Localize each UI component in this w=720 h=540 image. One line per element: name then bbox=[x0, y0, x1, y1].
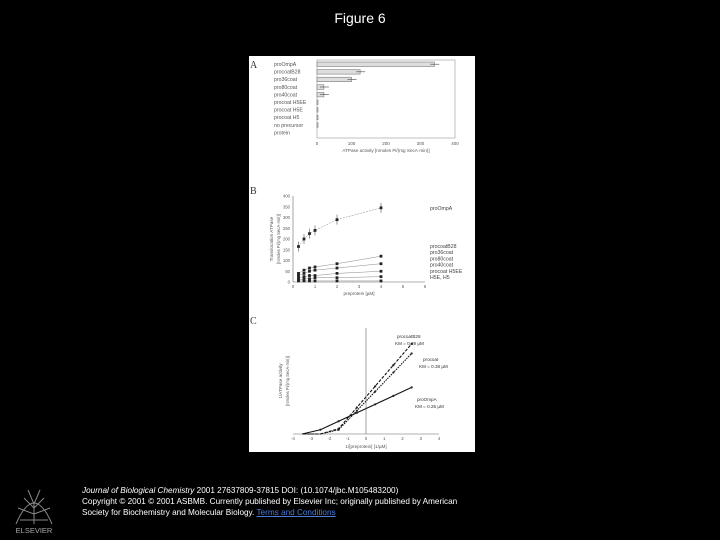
panel-b-y-tick: 300 bbox=[283, 215, 290, 220]
panel-c-y-axis-label: 1/ATPase activity bbox=[278, 363, 283, 399]
panel-b-y-tick: 200 bbox=[283, 236, 290, 242]
panel-a-tick-label: 0 bbox=[315, 141, 319, 146]
panel-b-chart bbox=[269, 194, 463, 297]
panel-a-bar bbox=[317, 62, 434, 67]
panel-a-x-axis-label: ATPase activity [nmoles Pi/(mg SecA·min)] bbox=[342, 148, 430, 153]
panel-a-category-label: pro40coat bbox=[274, 92, 298, 99]
panel-b-y-axis-unit: [nmoles Pi/(mg SecA·min)] bbox=[276, 214, 281, 264]
panel-c-point bbox=[374, 403, 376, 405]
panel-b-legend-entry: procoat H5EE bbox=[430, 268, 463, 275]
panel-b-point bbox=[314, 269, 317, 272]
panel-b-legend-entry: proOmpA bbox=[430, 205, 453, 212]
panel-c-x-tick: 4 bbox=[437, 436, 441, 441]
panel-c-annotation: proOmpA bbox=[417, 397, 437, 402]
panel-b-point bbox=[314, 266, 317, 269]
panel-b-point bbox=[303, 280, 306, 283]
panel-a-bar bbox=[317, 77, 352, 82]
panel-c-point bbox=[392, 395, 394, 397]
panel-b-point bbox=[380, 280, 383, 283]
elsevier-logo bbox=[8, 478, 60, 536]
panel-b-point bbox=[308, 267, 311, 270]
panel-b-point bbox=[380, 270, 383, 273]
panel-b-y-tick: 250 bbox=[283, 225, 290, 231]
panel-c-point bbox=[374, 391, 376, 393]
panel-b-point bbox=[336, 267, 339, 270]
panel-c-annotation: KM = 0.38 µM bbox=[419, 364, 448, 369]
panel-b-point bbox=[336, 262, 339, 265]
panel-b-point bbox=[303, 272, 306, 275]
panel-b-y-tick: 0 bbox=[287, 279, 290, 285]
panel-c-x-tick: -2 bbox=[327, 436, 332, 441]
panel-c-point bbox=[356, 406, 358, 408]
figure-image bbox=[249, 56, 475, 452]
panel-a-bar bbox=[317, 115, 318, 120]
panel-c-point bbox=[319, 429, 321, 431]
panel-b-point bbox=[308, 274, 311, 277]
panel-c-x-tick: 3 bbox=[419, 436, 422, 441]
panel-a-category-label: procoat H5E bbox=[274, 107, 303, 114]
panel-b-label: B bbox=[250, 186, 257, 197]
panel-b-x-axis-label: preprotein [µM] bbox=[343, 291, 375, 296]
citation-line-1: 2001 27637809-37815 DOI: (10.1074/jbc.M105483200) bbox=[194, 486, 399, 495]
panel-c-x-tick: 2 bbox=[401, 436, 404, 441]
panel-b-y-tick: 100 bbox=[283, 258, 290, 263]
panel-c-y-axis-unit: [nmoles Pi/(mg SecA·min)] bbox=[285, 356, 290, 406]
panel-a-bar bbox=[317, 108, 318, 113]
citation-line-2: Copyright © 2001 © 2001 ASBMB. Currently published by Elsevier Inc; originally published by American bbox=[82, 497, 458, 506]
panel-c-annotation: KM = 0.25 µM bbox=[415, 404, 444, 409]
panel-b-point bbox=[314, 276, 317, 279]
panel-c-x-tick: 1 bbox=[383, 436, 386, 441]
panel-a-chart bbox=[274, 60, 459, 153]
panel-c-point bbox=[392, 364, 394, 366]
journal-name: Journal of Biological Chemistry bbox=[82, 486, 195, 495]
panel-a-category-label: procoatB28 bbox=[274, 69, 301, 76]
panel-b-x-tick: 1 bbox=[313, 284, 317, 289]
citation-line-3: Society for Biochemistry and Molecular Biology. bbox=[82, 508, 255, 517]
panel-c-x-axis-label: 1/[preprotein] [1/µM] bbox=[345, 444, 387, 449]
panel-a-tick-label: 200 bbox=[382, 141, 390, 146]
panel-b-point bbox=[308, 270, 311, 273]
panel-c-x-tick: -4 bbox=[291, 436, 295, 441]
panel-b-legend-entry: pro80coat bbox=[430, 256, 454, 263]
panel-c-annotation: procoatB28 bbox=[397, 334, 421, 339]
panel-b-x-tick: 2 bbox=[335, 284, 339, 289]
figure-title: Figure 6 bbox=[334, 10, 386, 26]
panel-b-x-tick: 5 bbox=[401, 284, 405, 289]
figure-svg bbox=[249, 56, 475, 452]
panel-b-x-tick: 0 bbox=[291, 284, 295, 289]
panel-b-x-tick: 4 bbox=[379, 284, 383, 289]
panel-c-series-line bbox=[302, 353, 412, 434]
panel-c-point bbox=[356, 410, 358, 412]
panel-b-point bbox=[297, 280, 300, 283]
panel-b-y-tick: 400 bbox=[283, 193, 290, 199]
panel-b-legend-entry: pro40coat bbox=[430, 262, 454, 269]
panel-a-category-label: procoat H5 bbox=[274, 115, 300, 122]
panel-c-series-line bbox=[302, 344, 412, 434]
citation bbox=[82, 485, 522, 518]
panel-b-point bbox=[303, 269, 306, 272]
panel-b-y-tick: 50 bbox=[285, 268, 290, 274]
panel-c-chart bbox=[278, 328, 448, 449]
panel-b-point bbox=[380, 275, 383, 278]
panel-b-legend-entry: H5E, H5 bbox=[430, 275, 450, 281]
panel-a-category-label: protein bbox=[274, 130, 290, 137]
panel-a-category-label: procoat H5EE bbox=[274, 100, 307, 106]
panel-b-point bbox=[336, 272, 339, 275]
panel-c-x-tick: -1 bbox=[345, 436, 350, 441]
panel-c-label: C bbox=[250, 316, 257, 327]
panel-b-point bbox=[336, 276, 339, 279]
panel-b-legend-entry: procoatB28 bbox=[430, 244, 457, 250]
panel-a-category-label: pro36coat bbox=[274, 77, 298, 84]
panel-a-category-label: proOmpA bbox=[274, 62, 297, 68]
panel-c-x-tick: -3 bbox=[309, 436, 314, 441]
panel-b-x-tick: 3 bbox=[357, 284, 361, 289]
panel-b-point bbox=[380, 255, 383, 258]
terms-link[interactable]: Terms and Conditions bbox=[256, 508, 336, 517]
panel-b-legend-entry: pro36coat bbox=[430, 250, 454, 257]
panel-b-y-axis-label: Translocation ATPase bbox=[269, 216, 274, 262]
panel-c-point bbox=[338, 429, 340, 431]
panel-b-point bbox=[380, 262, 383, 265]
panel-b-point bbox=[336, 280, 339, 283]
panel-a-tick-label: 100 bbox=[347, 141, 356, 146]
panel-a-tick-label: 400 bbox=[451, 141, 459, 146]
panel-c-point bbox=[392, 371, 394, 373]
panel-a-bar bbox=[317, 123, 318, 128]
panel-a-tick-label: 300 bbox=[416, 141, 425, 146]
logo-wordmark: ELSEVIER bbox=[15, 526, 53, 535]
panel-b-y-tick: 350 bbox=[283, 204, 290, 210]
panel-b-y-tick: 150 bbox=[283, 247, 290, 253]
panel-b-point bbox=[308, 280, 311, 283]
panel-b-point bbox=[314, 280, 317, 283]
panel-a-bar bbox=[317, 100, 318, 105]
panel-a-category-label: no precursor bbox=[274, 122, 304, 129]
panel-c-point bbox=[411, 352, 413, 354]
panel-c-annotation: KM = 0.39 µM bbox=[395, 341, 424, 346]
panel-a-bar bbox=[317, 70, 360, 75]
panel-c-point bbox=[411, 386, 413, 388]
panel-c-point bbox=[374, 385, 376, 387]
panel-c-x-tick: 0 bbox=[364, 436, 368, 441]
panel-c-point bbox=[356, 412, 358, 414]
panel-c-point bbox=[338, 420, 340, 422]
panel-a-label: A bbox=[250, 60, 258, 71]
panel-b-series-line bbox=[299, 208, 382, 247]
panel-b-x-tick: 6 bbox=[423, 284, 427, 289]
panel-b-series-line bbox=[299, 264, 382, 276]
panel-c-annotation: procoat bbox=[423, 357, 439, 362]
panel-a-category-label: pro80coat bbox=[274, 84, 298, 91]
